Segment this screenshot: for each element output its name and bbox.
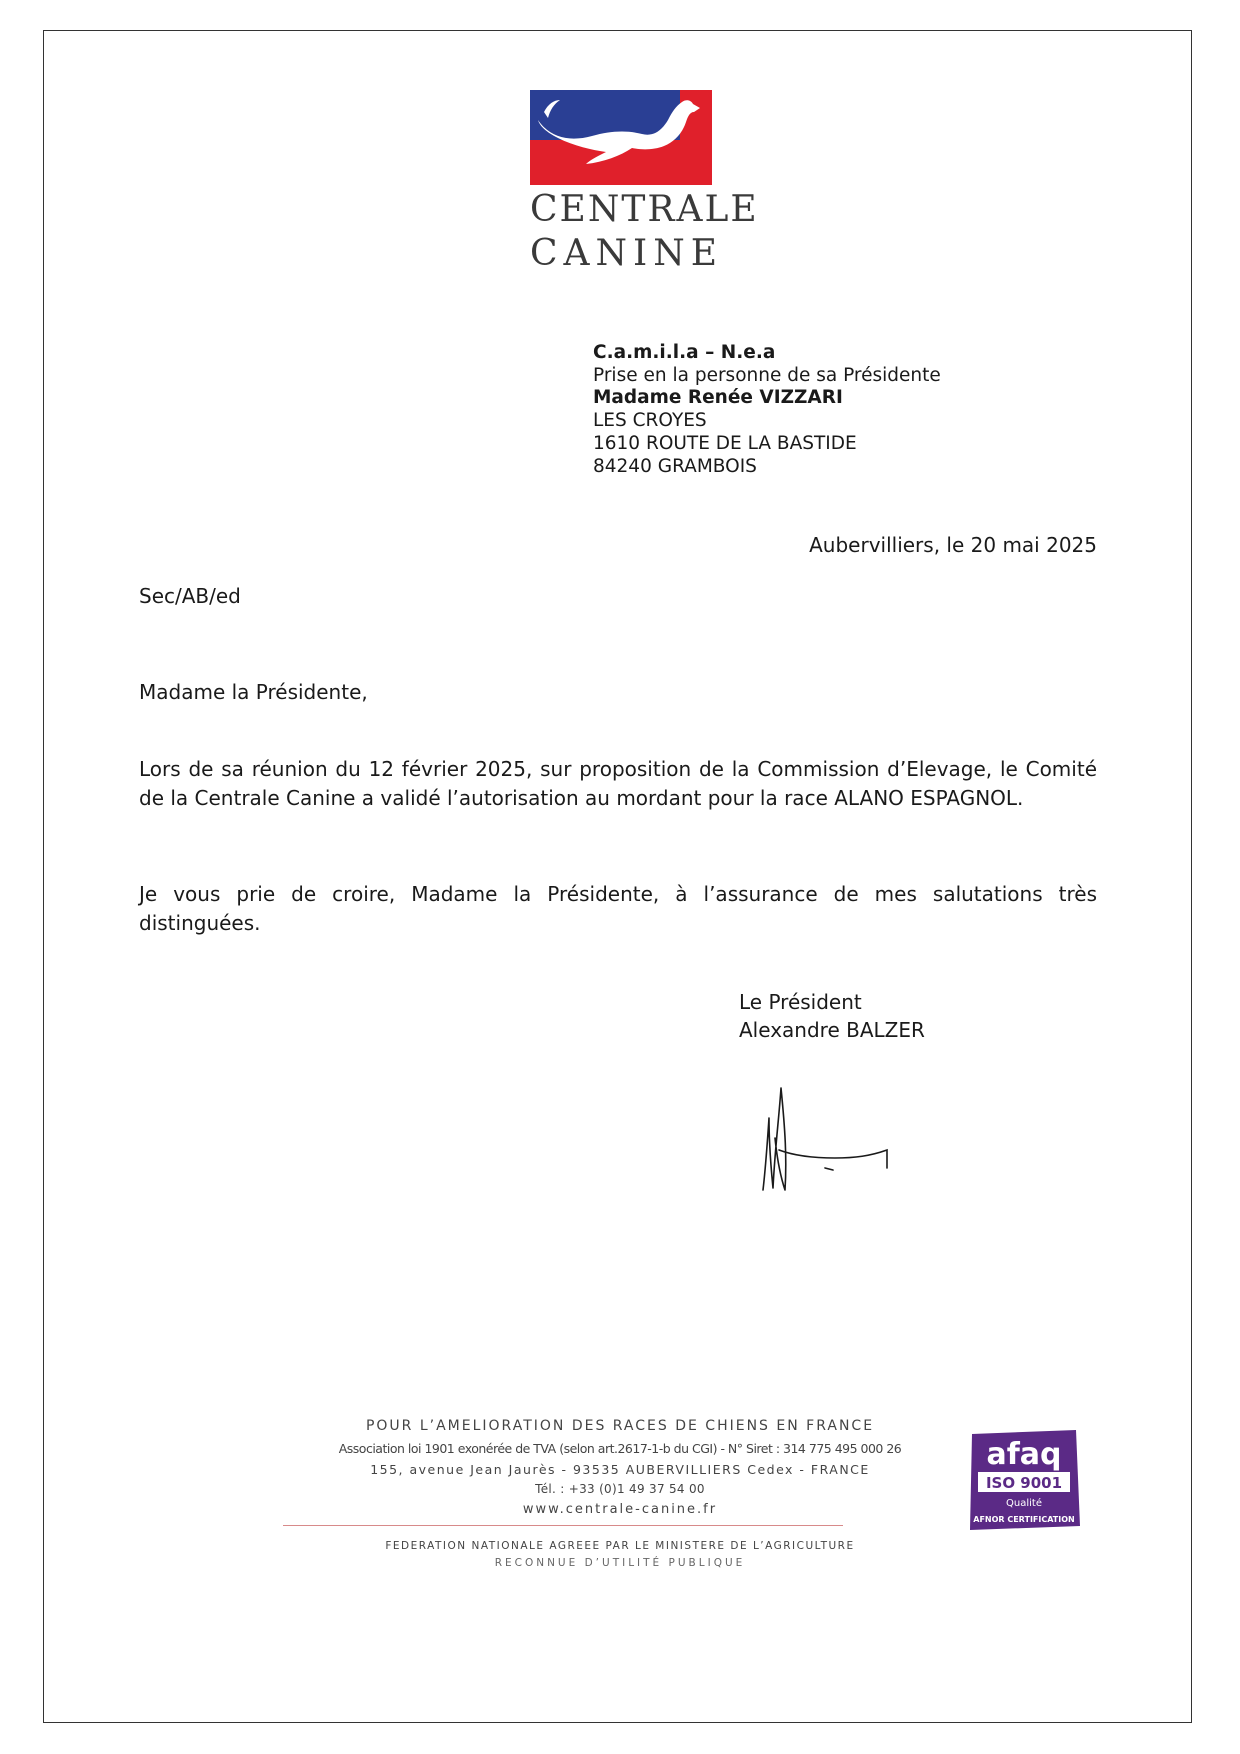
signatory-title: Le Président bbox=[739, 990, 862, 1014]
footer-divider bbox=[283, 1525, 843, 1526]
handwritten-signature bbox=[755, 1078, 915, 1208]
afaq-label: Qualité bbox=[1006, 1498, 1042, 1509]
afaq-standard: ISO 9001 bbox=[985, 1474, 1063, 1492]
logo-text-line2: CANINE bbox=[530, 233, 724, 274]
footer-website: www.centrale-canine.fr bbox=[522, 1502, 718, 1517]
recipient-address-line1: LES CROYES bbox=[593, 410, 707, 432]
dog-flag-logo-icon bbox=[530, 90, 712, 185]
footer-address: 155, avenue Jean Jaurès - 93535 AUBERVILLIERS Cedex - FRANCE bbox=[370, 1462, 870, 1477]
closing-paragraph: Je vous prie de croire, Madame la Présidente, à l’assurance de mes salutations très distinguées. bbox=[139, 882, 1097, 935]
reference-code: Sec/AB/ed bbox=[139, 584, 241, 608]
afaq-brand: afaq bbox=[986, 1437, 1062, 1472]
recipient-line: Prise en la personne de sa Présidente bbox=[593, 364, 941, 386]
signatory-name: Alexandre BALZER bbox=[739, 1018, 925, 1042]
recipient-name: C.a.m.i.l.a – N.e.a bbox=[593, 342, 776, 363]
footer-phone: Tél. : +33 (0)1 49 37 54 00 bbox=[535, 1482, 705, 1496]
salutation: Madame la Présidente, bbox=[139, 680, 368, 704]
place-and-date: Aubervilliers, le 20 mai 2025 bbox=[809, 533, 1097, 557]
recipient-address-line2: 1610 ROUTE DE LA BASTIDE bbox=[593, 432, 857, 454]
recipient-person: Madame Renée VIZZARI bbox=[593, 387, 843, 409]
centrale-canine-logo bbox=[530, 90, 759, 274]
logo-text-line1: CENTRALE bbox=[530, 189, 759, 230]
recipient-address-line3: 84240 GRAMBOIS bbox=[593, 455, 757, 477]
body-paragraph-1: Lors de sa réunion du 12 février 2025, sur proposition de la Commission d’Elevage, le Comité de la Centrale Canine a validé l’autorisation au mordant pour la race ALANO ESPAGNOL. bbox=[139, 757, 1097, 810]
recipient-address bbox=[593, 342, 941, 478]
footer-legal: Association loi 1901 exonérée de TVA (selon art.2617-1-b du CGI) - N° Siret : 314 775 495 000 26 bbox=[338, 1441, 902, 1456]
afaq-iso-certification-logo bbox=[968, 1430, 1080, 1530]
footer-federation: FEDERATION NATIONALE AGREEE PAR LE MINISTERE DE L’AGRICULTURE bbox=[385, 1540, 855, 1552]
footer-recognition: RECONNUE D’UTILITÉ PUBLIQUE bbox=[494, 1557, 746, 1569]
signatory-block bbox=[739, 988, 925, 1044]
afaq-issuer: AFNOR CERTIFICATION bbox=[973, 1515, 1075, 1524]
footer-motto: POUR L’AMELIORATION DES RACES DE CHIENS EN FRANCE bbox=[365, 1418, 875, 1434]
